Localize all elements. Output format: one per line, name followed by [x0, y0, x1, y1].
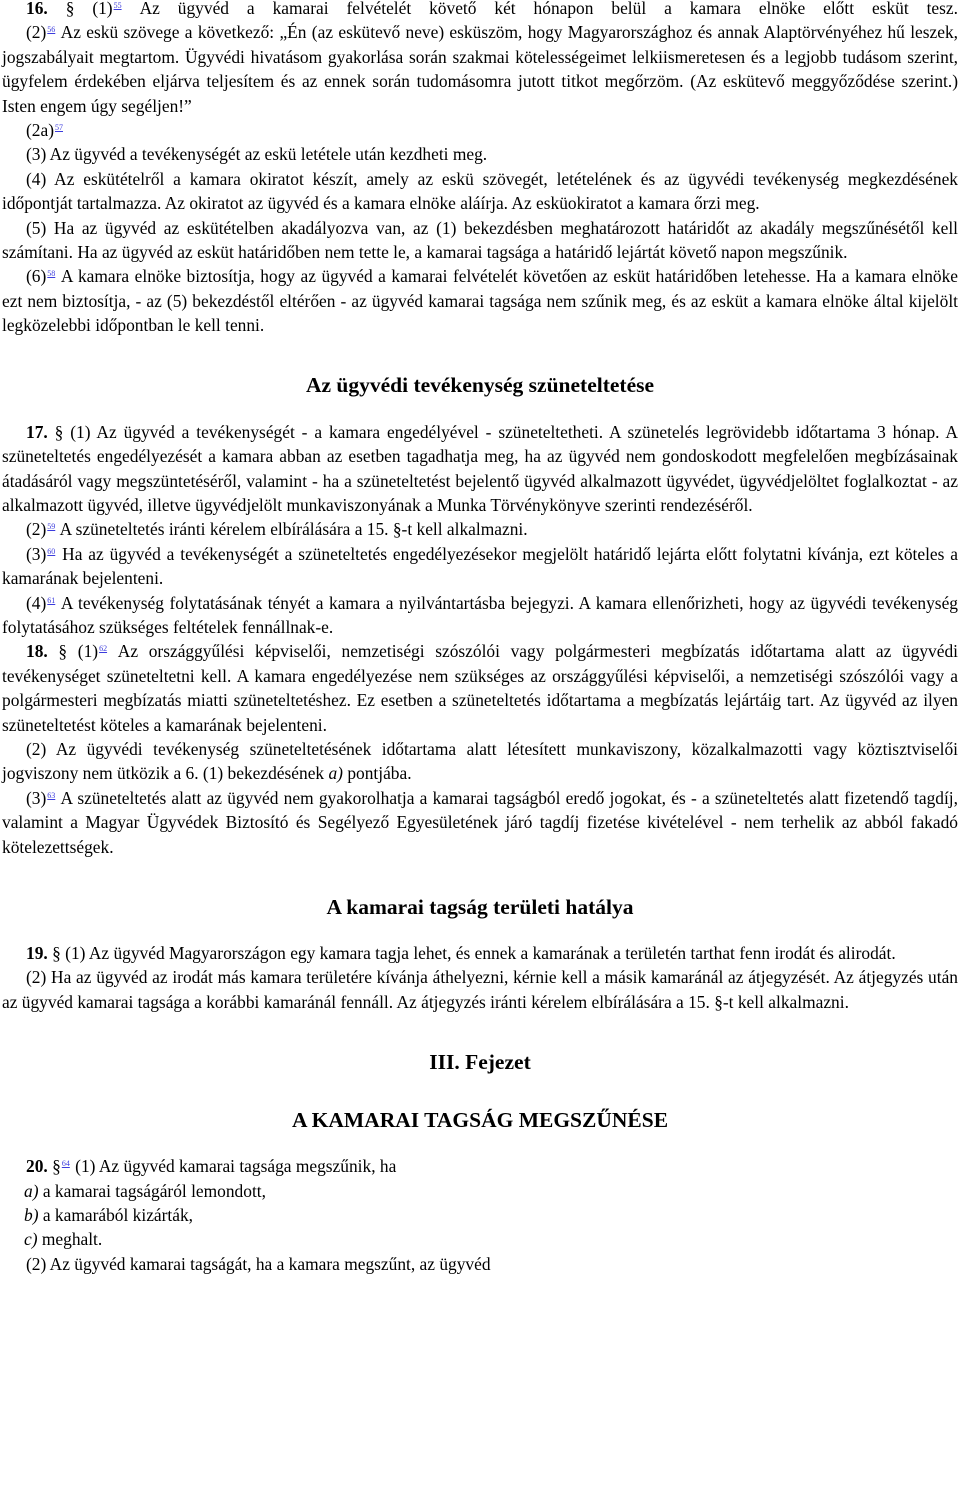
paragraph-text: A szüneteltetés iránti kérelem elbírálására a 15. §-t kell alkalmazni. — [59, 519, 528, 540]
section-18-paragraph-3 — [2, 786, 958, 859]
list-item — [24, 1203, 958, 1227]
footnote-link[interactable]: 64 — [61, 1159, 70, 1169]
paragraph-prefix: (2a) — [26, 120, 54, 141]
section-heading: Az ügyvédi tevékenység szüneteltetése — [305, 372, 655, 397]
section-number: 20. — [26, 1156, 48, 1177]
paragraph-text: (1) Az ügyvéd kamarai tagsága megszűnik, ha — [75, 1156, 397, 1177]
paragraph-prefix: (6) — [26, 266, 47, 287]
paragraph-text: § (1) Az ügyvéd a tevékenységét - a kamara engedélyével - szüneteltetheti. A szünetelés legrövidebb időtartama 3 hónap. A szüneteltetés engedélyezését a kamara abban az esetben tagadhatja meg, ha az ügyvéd nem gondoskodott megfelelően megbízásainak átadásáról vagy megszüntetéséről, valamint - ha a szüneteltetést bejelentő ügyvéd alkalmazott ügyvédet, ügyvédjelöltet foglalkoztat - az alkalmazott ügyvéd, illetve ügyvédjelölt munkaviszonyának a Munka Törvénykönyve szerinti rendezéséről. — [2, 421, 958, 515]
paragraph-text: A szüneteltetés alatt az ügyvéd nem gyakorolhatja a kamarai tagságból eredő jogokat, és - a szüneteltetés alatt fizetendő tagdíj, valamint a Magyar Ügyvédek Biztosító és Segélyező Egyesületének járó tagdíj fizetése kivételével - nem terhelik az abból fakadó kötelezettségek. — [2, 787, 958, 857]
paragraph-text: Az eskü szövege a következő: „Én (az esküt​evő neve) esküszöm, hogy Magyarországhoz és annak Alaptörvényéhez hű leszek, jogszabályait megtartom. Ügyvédi hivatásom gyakorlása során szakmai kötelességeimet lelkiismeretesen és a legjobb tudásom szerint, ügyfelem érdekében eljárva teljesítem és az ennek során tudomásomra jutott titkot megőrzöm. (Az esküt​evő meggyőződése szerint.) Isten engem úgy segéljen!” — [2, 22, 959, 116]
paragraph-text: (2) Az ügyvédi tevékenység szüneteltetésének időtartama alatt létesített munkaviszony, közalkalmazotti vagy köztisztviselői jogviszony nem ütközik a 6. (1) bekezdésének — [2, 738, 958, 784]
footnote-link[interactable]: 62 — [99, 644, 108, 654]
footnote-link[interactable]: 57 — [55, 123, 63, 133]
point-label: a) — [328, 763, 343, 784]
footnote-link[interactable]: 63 — [47, 790, 56, 800]
section-16-paragraph-5: (5) Ha az ügyvéd az eskütételben akadályozva van, az (1) bekezdésben meghatározott határidőt az akadály megszűnésétől kell számítani. Ha az ügyvéd az esküt határidőben nem tette le, a kamarai tagsága a határidő lejártát követő napon megszűnik. — [2, 217, 958, 263]
footnote-link[interactable]: 60 — [47, 546, 56, 556]
paragraph-text: pontjába. — [347, 763, 412, 784]
paragraph-prefix: (3) — [26, 543, 47, 564]
chapter-title: A KAMARAI TAGSÁG MEGSZŰNÉSE — [291, 1108, 669, 1133]
footnote-link[interactable]: 56 — [47, 25, 56, 35]
section-19-paragraph-1 — [2, 941, 958, 965]
section-heading: A kamarai tagság területi hatálya — [326, 895, 634, 919]
section-number: 17. — [26, 421, 48, 442]
point-text: meghalt. — [41, 1229, 103, 1250]
paragraph-prefix: (2) — [26, 519, 47, 540]
section-20-paragraph-1 — [2, 1154, 958, 1178]
section-17-paragraph-2 — [2, 517, 958, 541]
point-text: a kamarából kizárták, — [42, 1205, 194, 1226]
chapter-number: III. Fejezet — [429, 1050, 531, 1075]
list-item — [24, 1227, 958, 1251]
section-17-paragraph-4 — [2, 591, 958, 640]
paragraph-prefix: § (1) — [65, 0, 113, 18]
section-number: 16. — [26, 0, 48, 18]
document-page — [2, 0, 958, 1276]
footnote-link[interactable]: 58 — [47, 269, 56, 279]
paragraph-text: Az országgyűlési képviselői, nemzetiségi szószólói vagy polgármesteri megbízatás időtartama alatt az ügyvédi tevékenységet szüneteltetni kell. A kamara engedélyezése nem szükséges az országgyűlési képviselői, a nemzetiségi szószólói vagy a polgármesteri megbízatás miatti szüneteltetéshez. Ez esetben a szüneteltetés időtartama a megbízatás lejártáig tart. Az ügyvéd az ilyen szüneteltetést köteles a kamarának bejelenteni. — [2, 641, 959, 735]
section-20-paragraph-2: (2) Az ügyvéd kamarai tagságát, ha a kamara megszűnt, az ügyvéd — [26, 1253, 491, 1274]
paragraph-text: Az ügyvéd a kamarai felvételét követő két hónapon belül a kamara elnöke előtt esküt tesz. — [139, 0, 958, 18]
point-label: b) — [24, 1205, 39, 1226]
paragraph-prefix: § (1) — [58, 641, 99, 662]
section-16-paragraph-1 — [2, 0, 958, 20]
point-label: a) — [24, 1180, 39, 1201]
paragraph-text: Ha az ügyvéd a tevékenységét a szüneteltetés engedélyezésekor megjelölt határidő lejárta előtt folytatni kívánja, ezt köteles a kamarának bejelenteni. — [2, 543, 958, 589]
section-number: 18. — [26, 641, 48, 662]
section-16-paragraph-2 — [2, 20, 958, 118]
point-list — [2, 1179, 958, 1252]
point-text: a kamarai tagságáról lemondott, — [42, 1180, 266, 1201]
paragraph-prefix: (3) — [26, 787, 47, 808]
footnote-link[interactable]: 61 — [47, 595, 56, 605]
section-17-paragraph-1 — [2, 420, 958, 518]
section-16-paragraph-2a — [2, 118, 958, 142]
section-number: 19. — [26, 943, 48, 963]
footnote-link[interactable]: 59 — [47, 522, 56, 532]
footnote-link[interactable]: 55 — [113, 1, 122, 10]
section-16-paragraph-4: (4) Az eskütételről a kamara okiratot készít, amely az eskü szövegét, letételének és az ügyvédi tevékenység megkezdésének időpontját tartalmazza. Az okiratot az ügyvéd és a kamara elnöke aláírja. Az esküokiratot a kamara őrzi meg. — [2, 168, 958, 214]
point-label: c) — [24, 1229, 38, 1250]
paragraph-prefix: § — [52, 1156, 61, 1177]
section-19-paragraph-2: (2) Ha az ügyvéd az irodát más kamara területére kívánja áthelyezni, kérnie kell a másik kamaránál az átjegyzését. Az átjegyzés után az ügyvéd kamarai tagsága a korábbi kamaránál fennáll. Az átjegyzés iránti kérelem elbírálására a 15. §-t kell alkalmazni. — [2, 967, 958, 1012]
paragraph-text: A tevékenység folytatásának tényét a kamara a nyilvántartásba bejegyzi. A kamara ellenőrizheti, hogy az ügyvédi tevékenység folytatásához szükséges feltételek fennállnak-e. — [2, 592, 958, 637]
paragraph-prefix: (2) — [26, 22, 47, 43]
list-item — [24, 1179, 958, 1203]
paragraph-prefix: (4) — [26, 592, 47, 613]
section-18-paragraph-2 — [2, 737, 958, 786]
section-16-paragraph-6 — [2, 264, 958, 337]
section-17-paragraph-3 — [2, 542, 958, 591]
section-16-paragraph-3: (3) Az ügyvéd a tevékenységét az eskü letétele után kezdheti meg. — [26, 144, 488, 165]
paragraph-text: A kamara elnöke biztosítja, hogy az ügyvéd a kamarai felvételét követően az esküt határidőben letehesse. Ha a kamara elnöke ezt nem biztosítja, - az (5) bekezdéstől eltérően - az ügyvéd kamarai tagsága nem szűnik meg, és az esküt a kamara elnöke által kijelölt legközelebbi időpontban le kell tenni. — [2, 266, 958, 336]
section-18-paragraph-1 — [2, 639, 958, 737]
paragraph-text: § (1) Az ügyvéd Magyarországon egy kamara tagja lehet, és ennek a kamarának a területén tarthat fenn irodát és alirodát. — [52, 943, 896, 963]
